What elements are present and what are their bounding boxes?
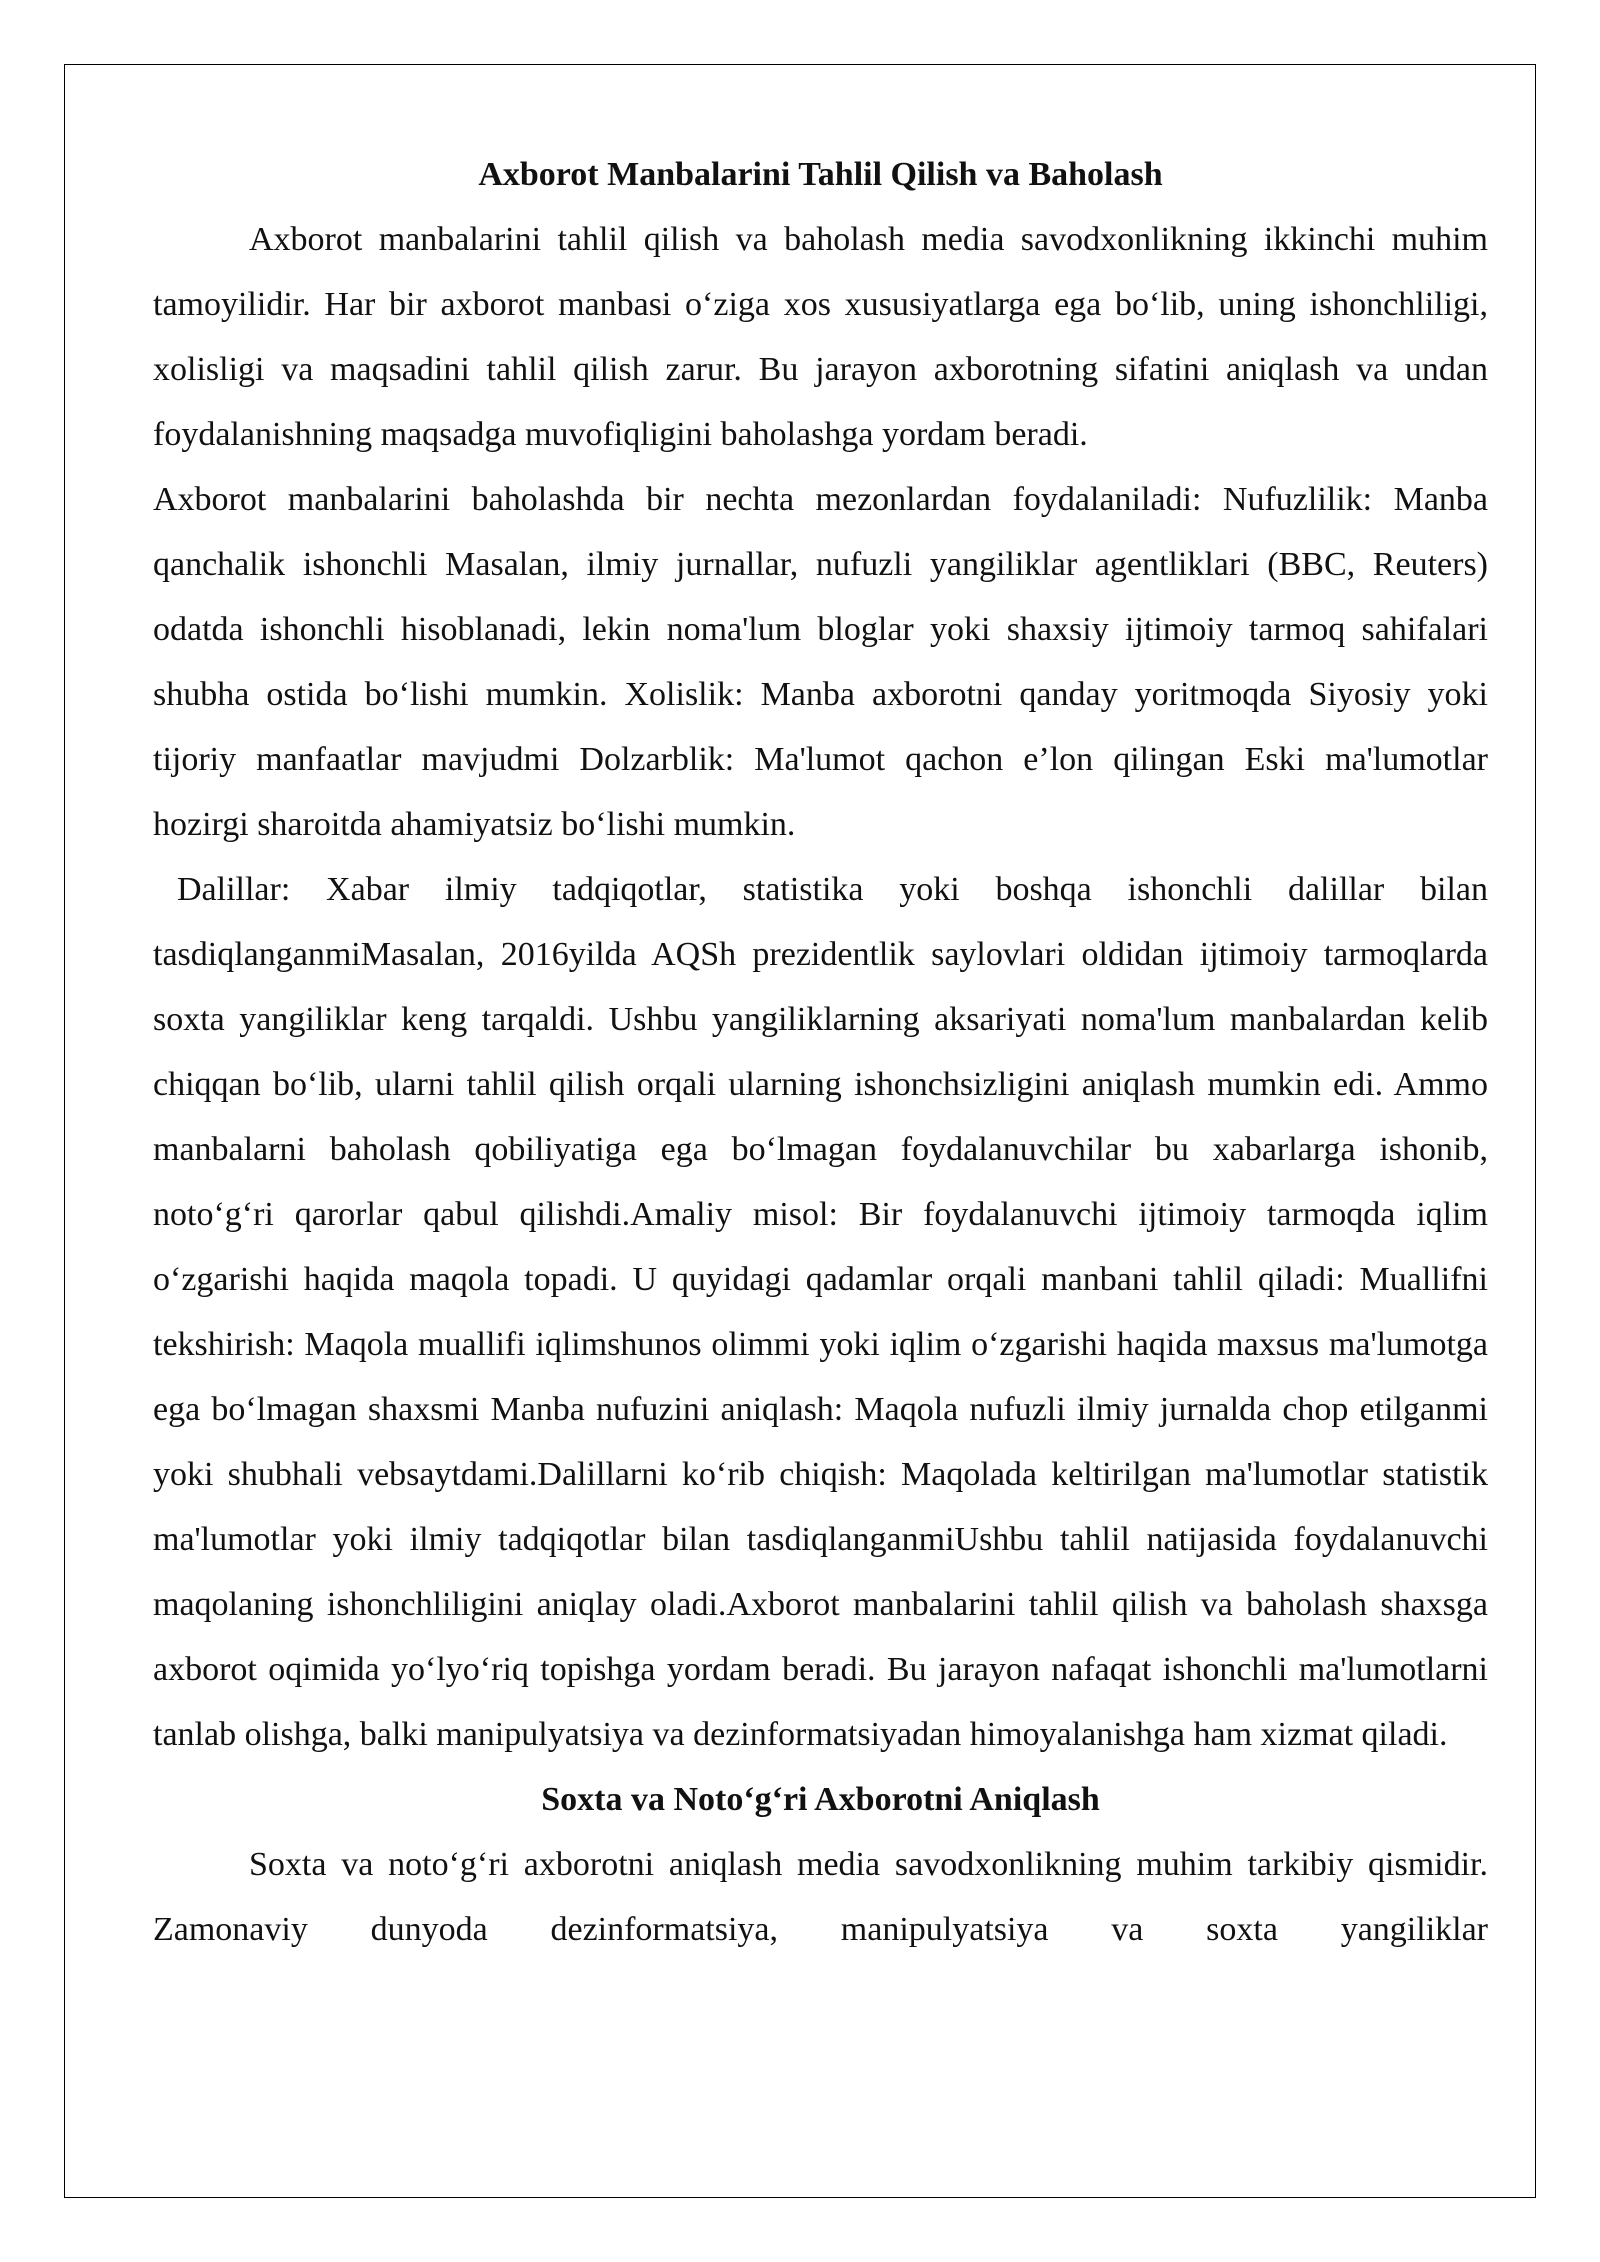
section-title-fake-news: Soxta va Noto‘g‘ri Axborotni Aniqlash	[541, 1781, 1100, 1818]
paragraph-fake-news-intro: Soxta va noto‘g‘ri axborotni aniqlash media savodxonlikning muhim tarkibiy qismidir. Zamonaviy dunyoda dezinformatsiya, manipulyatsiya va soxta yangiliklar	[153, 1846, 1488, 1948]
paragraph-evidence: Dalillar: Xabar ilmiy tadqiqotlar, statistika yoki boshqa ishonchli dalillar bilan tasdiqlanganmiMasalan, 2016yilda AQSh prezidentlik saylovlari oldidan ijtimoiy tarmoqlarda soxta yangiliklar keng tarqaldi. Ushbu yangiliklarning aksariyati noma'lum manbalardan kelib chiqqan bo‘lib, ularni tahlil qilish orqali ularning ishonchsizligini aniqlash mumkin edi. Ammo manbalarni baholash qobiliyatiga ega bo‘lmagan foydalanuvchilar bu xabarlarga ishonib, noto‘g‘ri qarorlar qabul qilishdi.Amaliy misol: Bir foydalanuvchi ijtimoiy tarmoqda iqlim o‘zgarishi haqida maqola topadi. U quyidagi qadamlar orqali manbani tahlil qiladi: Muallifni tekshirish: Maqola muallifi iqlimshunos olimmi yoki iqlim o‘zgarishi haqida maxsus ma'lumotga ega bo‘lmagan shaxsmi Manba nufuzini aniqlash: Maqola nufuzli ilmiy jurnalda chop etilganmi yoki shubhali vebsaytdami.Dalillarni ko‘rib chiqish: Maqolada keltirilgan ma'lumotlar statistik ma'lumotlar yoki ilmiy tadqiqotlar bilan tasdiqlanganmiUshbu tahlil natijasida foydalanuvchi maqolaning ishonchliligini aniqlay oladi.Axborot manbalarini tahlil qilish va baholash shaxsga axborot oqimida yo‘lyo‘riq topishga yordam beradi. Bu jarayon nafaqat ishonchli ma'lumotlarni tanlab olishga, balki manipulyatsiya va dezinformatsiyadan himoyalanishga ham xizmat qiladi.	[153, 871, 1488, 1753]
section-title-source-analysis: Axborot Manbalarini Tahlil Qilish va Baholash	[478, 156, 1163, 193]
paragraph-intro: Axborot manbalarini tahlil qilish va baholash media savodxonlikning ikkinchi muhim tamoyilidir. Har bir axborot manbasi o‘ziga xos xususiyatlarga ega bo‘lib, uning ishonchliligi, xolisligi va maqsadini tahlil qilish zarur. Bu jarayon axborotning sifatini aniqlash va undan foydalanishning maqsadga muvofiqligini baholashga yordam beradi.	[153, 221, 1488, 453]
document-body	[153, 142, 1488, 1962]
paragraph-criteria: Axborot manbalarini baholashda bir nechta mezonlardan foydalaniladi: Nufuzlilik: Manba qanchalik ishonchli Masalan, ilmiy jurnallar, nufuzli yangiliklar agentliklari (BBC, Reuters) odatda ishonchli hisoblanadi, lekin noma'lum bloglar yoki shaxsiy ijtimoiy tarmoq sahifalari shubha ostida bo‘lishi mumkin. Xolislik: Manba axborotni qanday yoritmoqda Siyosiy yoki tijoriy manfaatlar mavjudmi Dolzarblik: Ma'lumot qachon e’lon qilingan Eski ma'lumotlar hozirgi sharoitda ahamiyatsiz bo‘lishi mumkin.	[153, 481, 1488, 843]
